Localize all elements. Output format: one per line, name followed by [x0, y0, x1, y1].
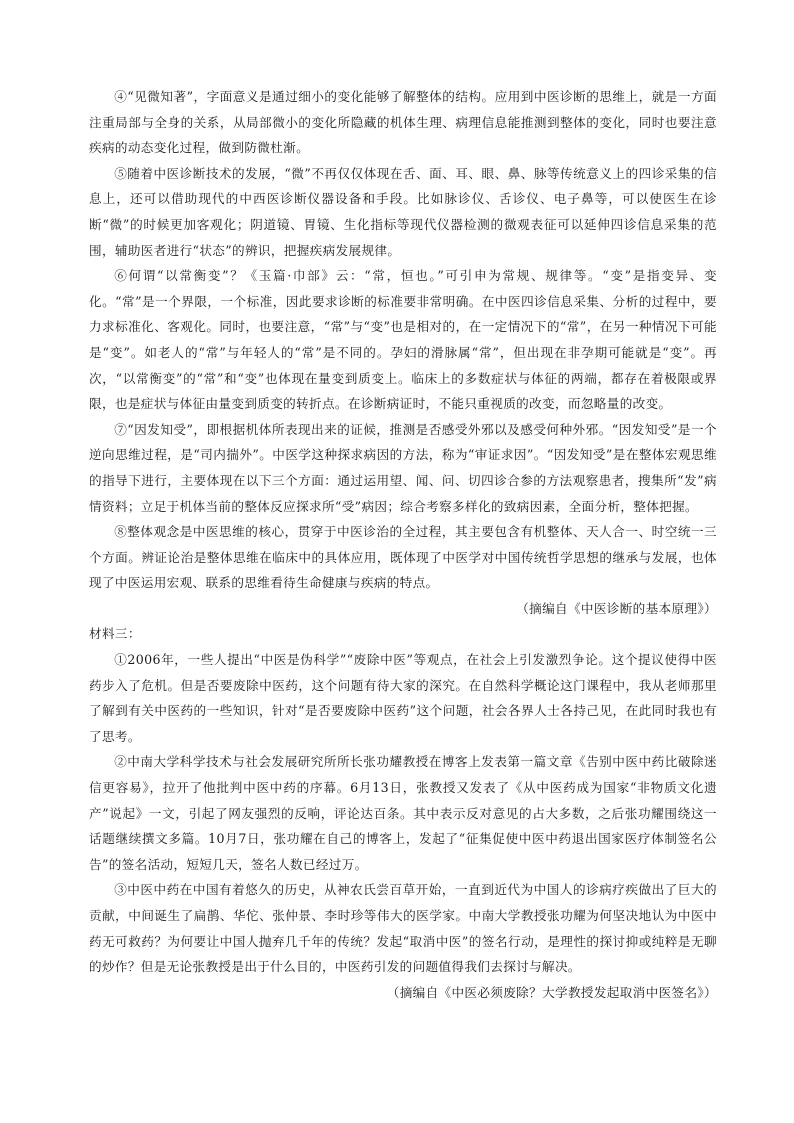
paragraph-6: ⑥何谓“以常衡变”？《玉篇·巾部》云：“常，恒也。”可引申为常规、规律等。“变”是指变异、变化。“常”是一个界限，一个标准，因此要求诊断的标准要非常明确。在中医四诊信息采集、分析的过程中，要力求标准化、客观化。同时，也要注意，“常”与“变”也是相对的，在一定情况下的“常”，在另一种情况下可能是“变”。如老人的“常”与年轻人的“常”是不同的。孕妇的滑脉属“常”，但出现在非孕期可能就是“变”。再次，“以常衡变”的“常”和“变”也体现在量变到质变上。临床上的多数症状与体征的两端，都存在着极限或界限，也是症状与体征由量变到质变的转折点。在诊断病证时，不能只重视质的改变，而忽略量的改变。 — [89, 268, 717, 412]
material3-paragraph-2: ②中南大学科学技术与社会发展研究所所长张功耀教授在博客上发表第一篇文章《告别中医中药比破除迷信更容易》，拉开了他批判中医中药的序幕。6月13日，张教授又发表了《从中医药成为国家“非物质文化遗产”说起》一文，引起了网友强烈的反响，评论达百条。其中表示反对意见的占大多数，之后张功耀围绕这一话题继续撰文多篇。10月7日，张功耀在自己的博客上，发起了“征集促使中医中药退出国家医疗体制签名公告”的签名活动，短短几天，签名人数已经过万。 — [89, 754, 717, 872]
material3-source: （摘编自《中医必须废除？大学教授发起取消中医签名》） — [386, 984, 717, 1000]
material2-source: （摘编自《中医诊断的基本原理》） — [516, 600, 717, 616]
material3-paragraph-1: ①2006年，一些人提出“中医是伪科学”“废除中医”等观点，在社会上引发激烈争论。这个提议使得中医药步入了危机。但是否要废除中医药，这个问题有待大家的深究。在自然科学概论这门课程中，我从老师那里了解到有关中医药的一些知识，针对“是否要废除中医药”这个问题，社会各界人士各持己见，在此同时我也有了思考。 — [89, 652, 717, 744]
paragraph-8: ⑧整体观念是中医思维的核心，贯穿于中医诊治的全过程，其主要包含有机整体、天人合一、时空统一三个方面。辨证论治是整体思维在临床中的具体应用，既体现了中医学对中国传统哲学思想的继承与发展，也体现了中医运用宏观、联系的思维看待生命健康与疾病的特点。 — [89, 524, 717, 591]
paragraph-7: ⑦“因发知受”，即根据机体所表现出来的证候，推测是否感受外邪以及感受何种外邪。“因发知受”是一个逆向思维过程，是“司内揣外”。中医学这种探求病因的方法，称为“审证求因”。“因发知受”是在整体宏观思维的指导下进行，主要体现在以下三个方面：通过运用望、闻、问、切四诊合参的方法观察患者，搜集所“发”病情资料；立足于机体当前的整体反应探求所“受”病因；综合考察多样化的致病因素，全面分析，整体把握。 — [89, 421, 717, 514]
material3-heading: 材料三： — [89, 626, 141, 642]
document-page — [89, 84, 717, 1005]
material3-paragraph-3: ③中医中药在中国有着悠久的历史，从神农氏尝百草开始，一直到近代为中国人的诊病疗疾做出了巨大的贡献，中间诞生了扁鹊、华佗、张仲景、李时珍等伟大的医学家。中南大学教授张功耀为何坚决地认为中医中药无可救药？为何要让中国人抛弃几千年的传统？发起“取消中医”的签名行动，是理性的探讨抑或纯粹是无聊的炒作？但是无论张教授是出于什么目的，中医药引发的问题值得我们去探讨与解决。 — [89, 882, 717, 975]
paragraph-4: ④“见微知著”，字面意义是通过细小的变化能够了解整体的结构。应用到中医诊断的思维上，就是一方面注重局部与全身的关系，从局部微小的变化所隐藏的机体生理、病理信息能推测到整体的变化，同时也要注意疾病的动态变化过程，做到防微杜渐。 — [89, 89, 717, 156]
paragraph-5: ⑤随着中医诊断技术的发展，“微”不再仅仅体现在舌、面、耳、眼、鼻、脉等传统意义上的四诊采集的信息上，还可以借助现代的中西医诊断仪器设备和手段。比如脉诊仪、舌诊仪、电子鼻等，可以使医生在诊断“微”的时候更加客观化；阴道镜、胃镜、生化指标等现代仪器检测的微观表征可以延伸四诊信息采集的范围，辅助医者进行“状态”的辨识，把握疾病发展规律。 — [89, 165, 717, 258]
